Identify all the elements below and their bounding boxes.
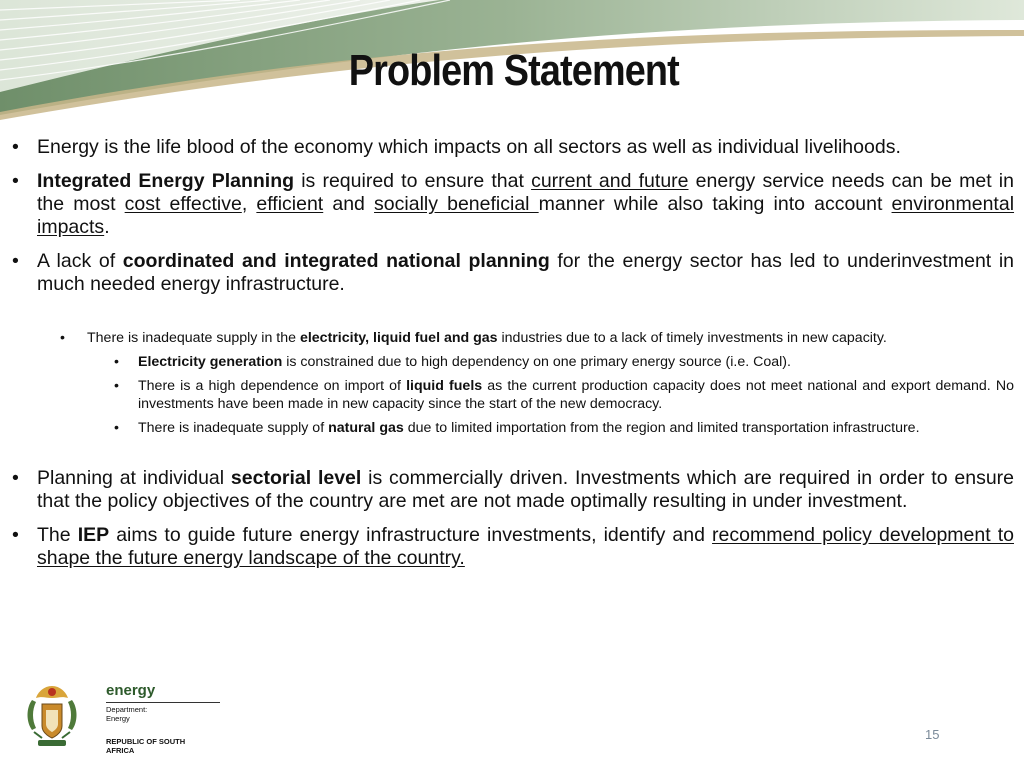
bullet-integrated-planning: • Integrated Energy Planning is required to ensure that current and future energy service needs can be met in the most cost effective, efficient and socially beneficial manner while also taking into account environmental impacts. bbox=[12, 170, 1015, 238]
bullet-icon: • bbox=[12, 467, 19, 489]
logo-country: REPUBLIC OF SOUTH AFRICA bbox=[106, 737, 186, 755]
page-number: 15 bbox=[925, 727, 940, 742]
page-title: Problem Statement bbox=[348, 46, 679, 95]
slide-content bbox=[12, 136, 1014, 581]
logo-brand: energy bbox=[106, 682, 156, 699]
logo-department: Department: Energy bbox=[106, 705, 148, 723]
bullet-lack-of-planning: • A lack of coordinated and integrated national planning for the energy sector has led to underinvestment in much needed energy infrastructure. bbox=[12, 250, 1015, 295]
bullet-icon: • bbox=[12, 136, 19, 158]
sub-sub-bullet-electricity: • Electricity generation is constrained due to high dependency on one primary energy source (i.e. Coal). bbox=[114, 354, 791, 370]
bullet-icon: • bbox=[12, 524, 19, 546]
department-logo bbox=[22, 682, 212, 754]
sub-sub-bullet-liquid-fuels: • There is a high dependence on import of liquid fuels as the current production capacity does not meet national and export demand. No investments have been made in new capacity since the start of the new democracy. bbox=[114, 378, 1014, 412]
bullet-energy-lifeblood: • Energy is the life blood of the economy which impacts on all sectors as well as individual livelihoods. bbox=[12, 136, 901, 158]
bullet-icon: • bbox=[12, 250, 19, 272]
bullet-sectorial-planning: • Planning at individual sectorial level is commercially driven. Investments which are required in order to ensure that the policy objectives of the country are met are not made optimally resulting in under investment. bbox=[12, 467, 1015, 512]
bullet-iep-aims: • The IEP aims to guide future energy infrastructure investments, identify and recommend policy development to shape the future energy landscape of the country. bbox=[12, 524, 1014, 569]
bullet-icon: • bbox=[114, 378, 119, 394]
bullet-icon: • bbox=[114, 354, 119, 370]
sub-bullet-inadequate-supply: • There is inadequate supply in the electricity, liquid fuel and gas industries due to a lack of timely investments in new capacity. bbox=[60, 330, 887, 346]
sub-sub-bullet-natural-gas: • There is inadequate supply of natural gas due to limited importation from the region and limited transportation infrastructure. bbox=[114, 420, 920, 436]
coat-of-arms-icon bbox=[22, 682, 82, 752]
logo-divider bbox=[106, 702, 220, 703]
bullet-icon: • bbox=[114, 420, 119, 436]
bullet-icon: • bbox=[12, 170, 19, 192]
bullet-icon: • bbox=[60, 330, 65, 346]
